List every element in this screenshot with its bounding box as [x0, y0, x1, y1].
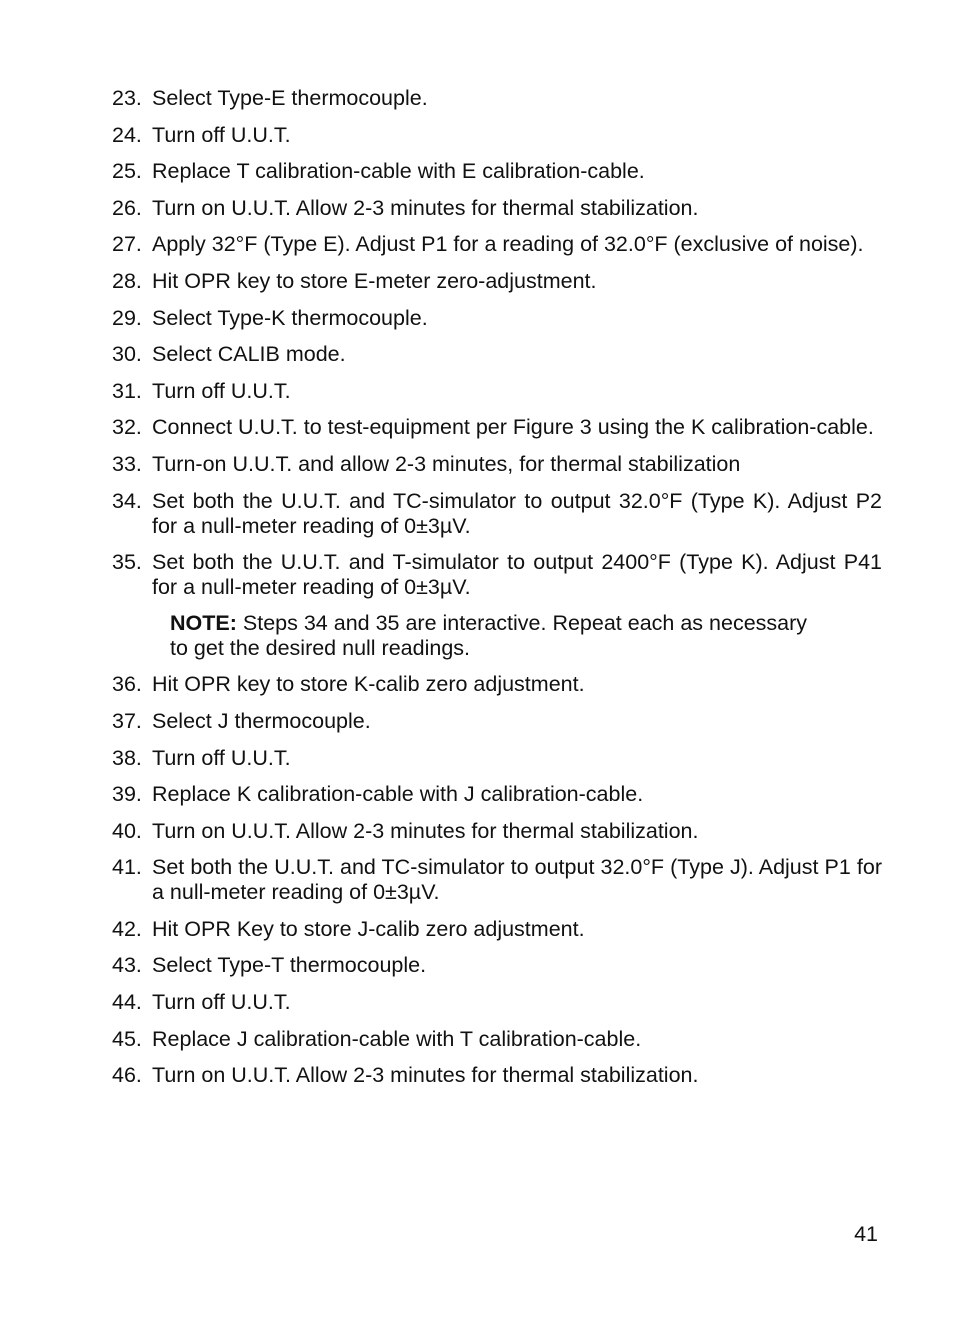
step-25: [112, 159, 882, 184]
step-text: Hit OPR Key to store J-calib zero adjustment.: [152, 916, 585, 941]
step-text: Connect U.U.T. to test-equipment per Figure 3 using the K calibration-cable.: [152, 415, 874, 440]
step-text: Replace K calibration-cable with J calibration-cable.: [152, 782, 644, 807]
step-text: Turn on U.U.T. Allow 2-3 minutes for thermal stabilization.: [152, 818, 699, 843]
step-number: 44.: [112, 990, 142, 1015]
step-40: [112, 819, 882, 844]
step-number: 42.: [112, 916, 142, 941]
step-text: Set both the U.U.T. and TC-simulator to output 32.0°F (Type K). Adjust P2 for a null-meter reading of 0±3µV.: [152, 488, 882, 538]
step-number: 34.: [112, 488, 142, 513]
step-text: Turn off U.U.T.: [152, 378, 291, 403]
step-28: [112, 269, 882, 294]
step-text: Hit OPR key to store E-meter zero-adjustment.: [152, 268, 597, 293]
step-27: [112, 232, 882, 257]
step-text: Hit OPR key to store K-calib zero adjustment.: [152, 672, 585, 697]
step-text: Select Type-K thermocouple.: [152, 305, 428, 330]
step-text: Set both the U.U.T. and T-simulator to output 2400°F (Type K). Adjust P41 for a null-meter reading of 0±3µV.: [152, 550, 882, 600]
step-number: 31.: [112, 378, 142, 403]
step-text: Select Type-E thermocouple.: [152, 86, 428, 110]
step-30: [112, 342, 882, 367]
step-42: [112, 917, 882, 942]
step-39: [112, 782, 882, 807]
step-number: 46.: [112, 1063, 142, 1088]
step-number: 26.: [112, 195, 142, 220]
step-29: [112, 306, 882, 331]
step-number: 28.: [112, 268, 142, 293]
procedure-steps: [112, 86, 882, 1100]
step-text: Set both the U.U.T. and TC-simulator to output 32.0°F (Type J). Adjust P1 for a null-meter reading of 0±3µV.: [152, 855, 882, 905]
step-43: [112, 953, 882, 978]
step-number: 38.: [112, 745, 142, 770]
step-text: Turn on U.U.T. Allow 2-3 minutes for thermal stabilization.: [152, 1063, 699, 1088]
note-block: [170, 611, 830, 661]
step-41: [112, 855, 882, 905]
step-text: Turn off U.U.T.: [152, 745, 291, 770]
step-26: [112, 196, 882, 221]
step-24: [112, 123, 882, 148]
step-36: [112, 672, 882, 697]
step-text: Select CALIB mode.: [152, 342, 346, 367]
step-text: Turn-on U.U.T. and allow 2-3 minutes, for thermal stabilization: [152, 451, 741, 476]
step-text: Replace T calibration-cable with E calibration-cable.: [152, 159, 645, 184]
step-number: 33.: [112, 451, 142, 476]
step-45: [112, 1027, 882, 1052]
step-number: 43.: [112, 953, 142, 978]
step-number: 32.: [112, 415, 142, 440]
step-33: [112, 452, 882, 477]
step-text: Turn off U.U.T.: [152, 122, 291, 147]
step-number: 23.: [112, 86, 142, 110]
step-44: [112, 990, 882, 1015]
step-number: 29.: [112, 305, 142, 330]
step-number: 40.: [112, 818, 142, 843]
step-number: 35.: [112, 550, 142, 575]
step-37: [112, 709, 882, 734]
step-23: [112, 86, 882, 111]
step-number: 37.: [112, 708, 142, 733]
note-text: Steps 34 and 35 are interactive. Repeat each as necessary to get the desired null readings.: [170, 610, 808, 660]
step-text: Select J thermocouple.: [152, 708, 371, 733]
step-number: 27.: [112, 232, 142, 257]
step-46: [112, 1063, 882, 1088]
step-38: [112, 746, 882, 771]
step-34: [112, 489, 882, 539]
step-text: Apply 32°F (Type E). Adjust P1 for a reading of 32.0°F (exclusive of noise).: [152, 232, 864, 257]
step-text: Select Type-T thermocouple.: [152, 953, 427, 978]
page-number: 41: [854, 1222, 878, 1246]
step-number: 25.: [112, 159, 142, 184]
step-text: Turn on U.U.T. Allow 2-3 minutes for thermal stabilization.: [152, 195, 699, 220]
step-number: 39.: [112, 782, 142, 807]
step-31: [112, 379, 882, 404]
step-text: Replace J calibration-cable with T calibration-cable.: [152, 1026, 642, 1051]
step-number: 41.: [112, 855, 142, 880]
step-32: [112, 415, 882, 440]
step-35: [112, 550, 882, 600]
step-number: 36.: [112, 672, 142, 697]
step-number: 24.: [112, 122, 142, 147]
note-label: NOTE:: [170, 610, 237, 635]
step-number: 30.: [112, 342, 142, 367]
step-text: Turn off U.U.T.: [152, 990, 291, 1015]
step-number: 45.: [112, 1026, 142, 1051]
